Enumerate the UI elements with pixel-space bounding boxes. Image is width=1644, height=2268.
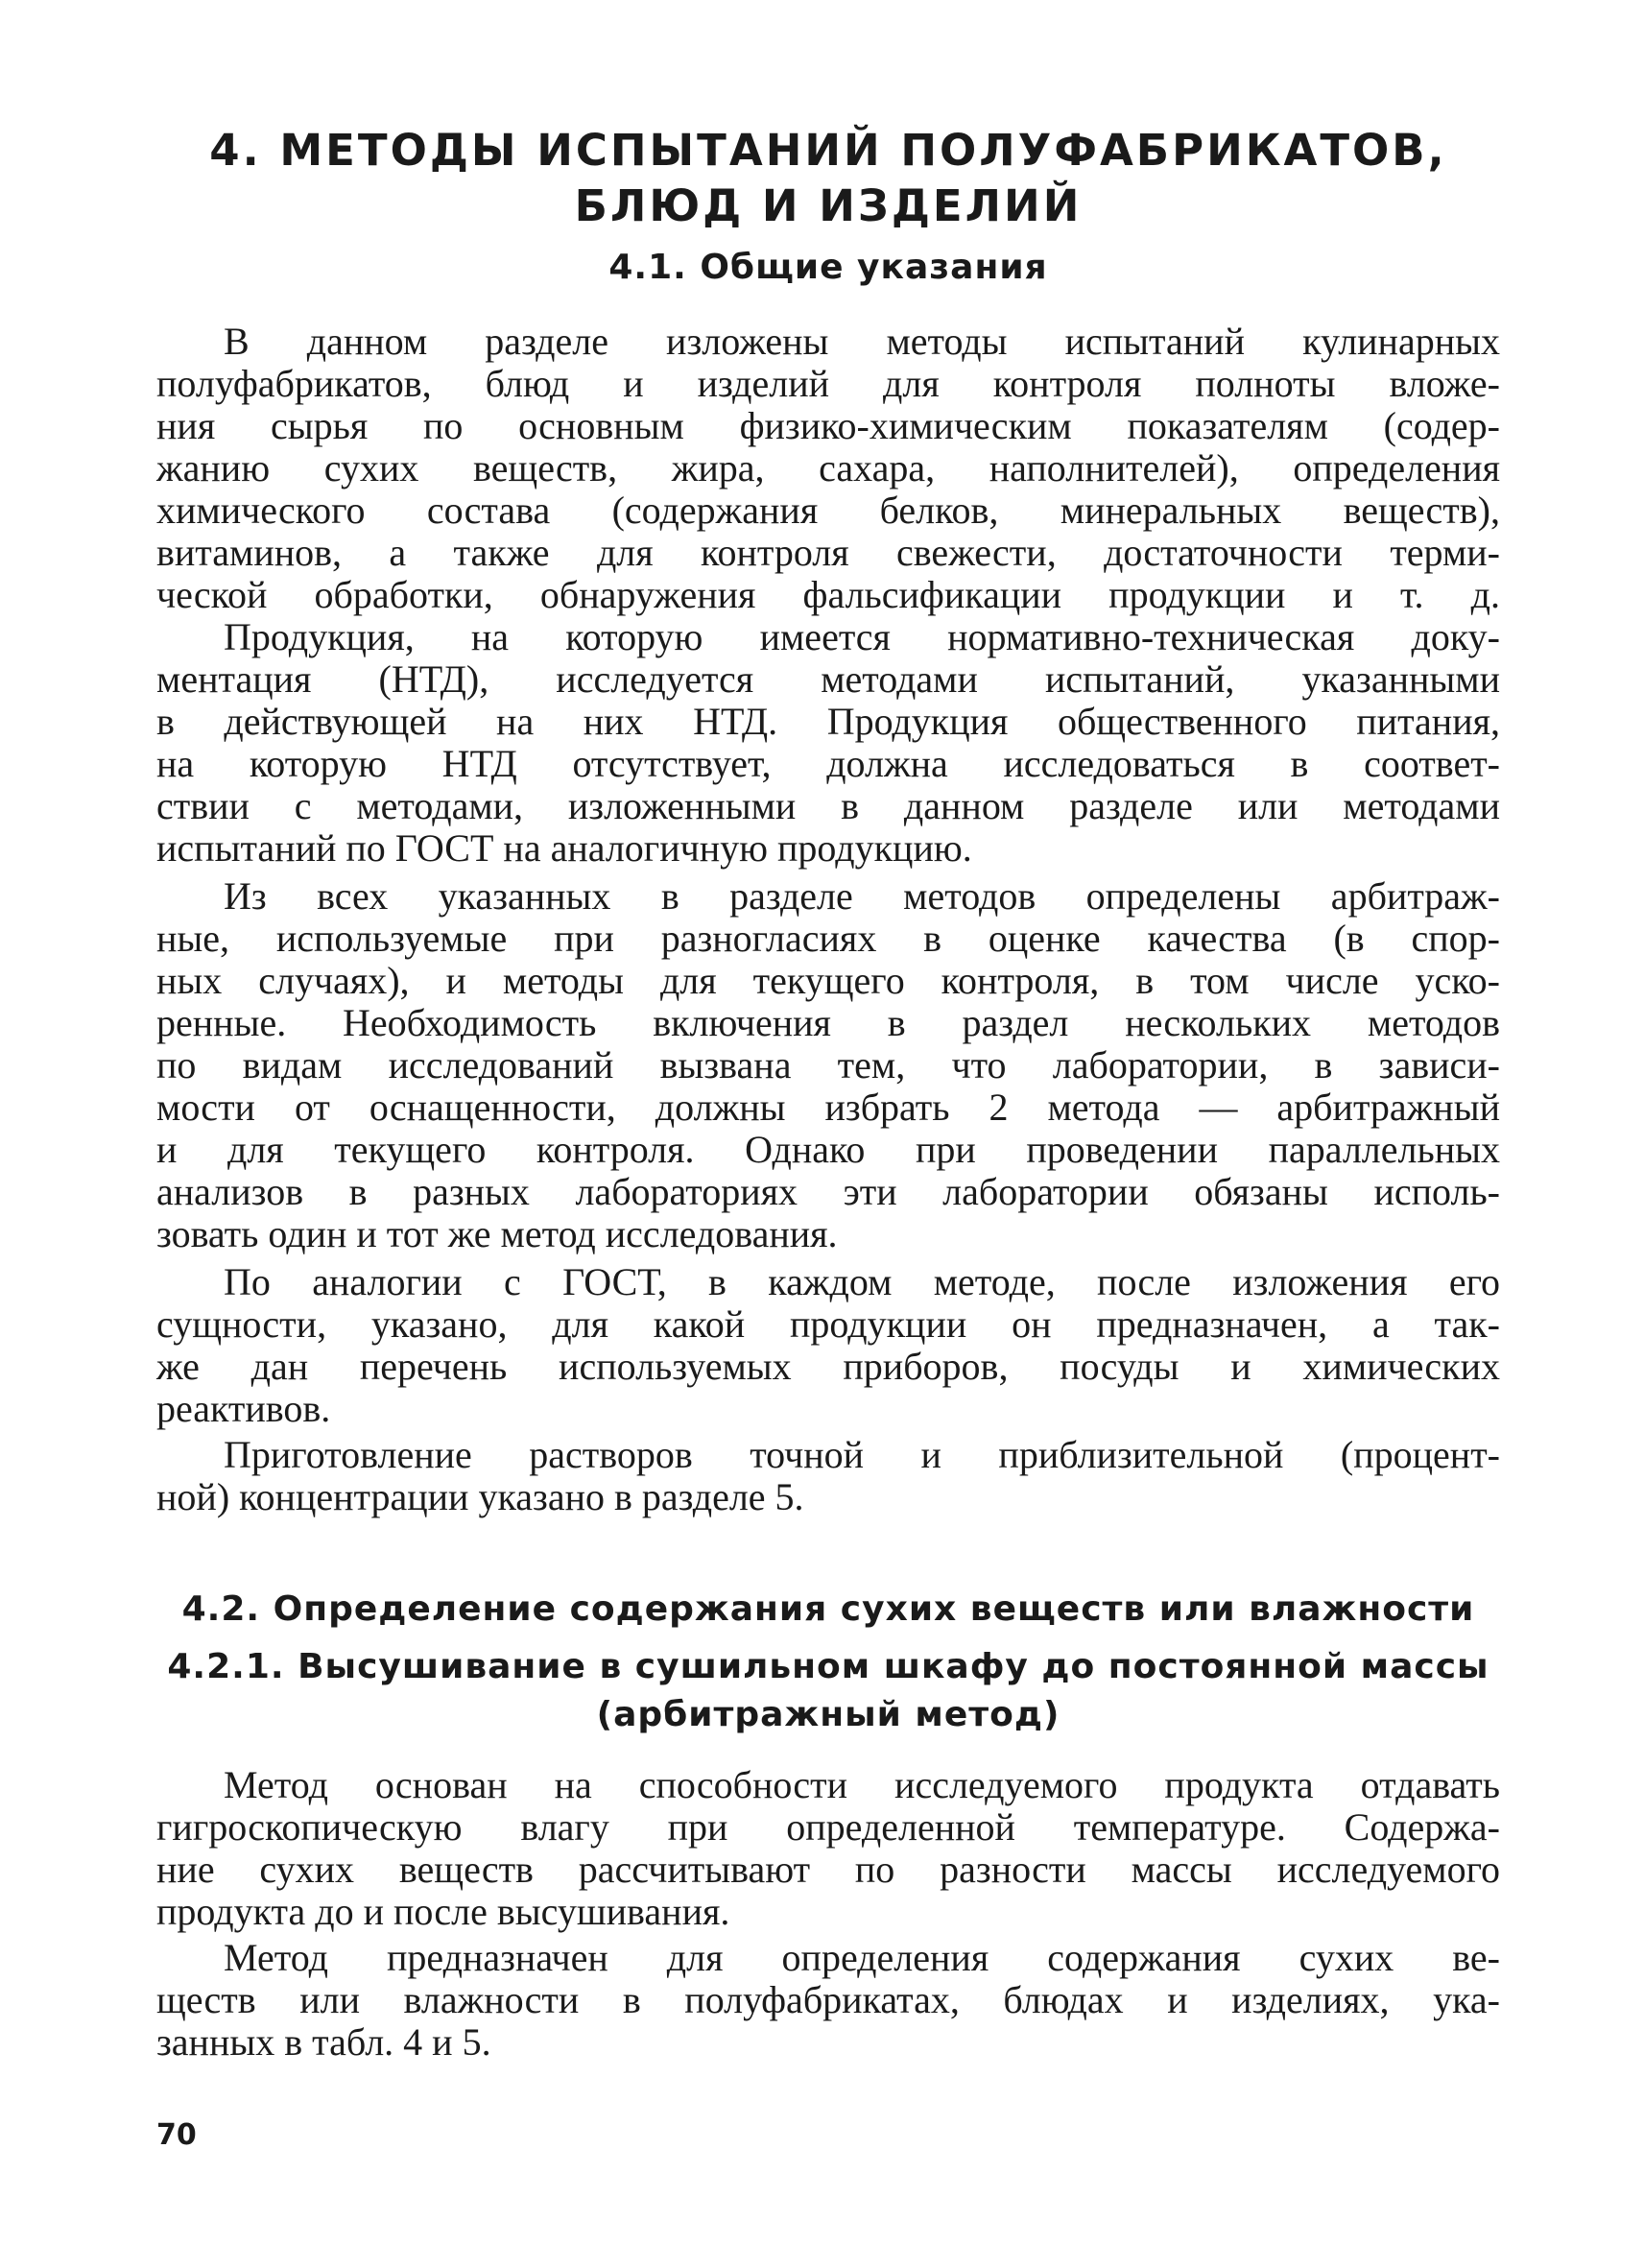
- chapter-title: [156, 123, 1500, 234]
- paragraph-line: По аналогии с ГОСТ, в каждом методе, после изложения его: [224, 1260, 1500, 1303]
- paragraph: [156, 1261, 1500, 1430]
- paragraph-line: по видам исследований вызвана тем, что лаборатории, в зависи-: [156, 1043, 1500, 1086]
- paragraph-line: мости от оснащенности, должны избрать 2 метода — арбитражный: [156, 1086, 1500, 1129]
- paragraph-line: занных в табл. 4 и 5.: [156, 2020, 491, 2064]
- page-number: 70: [156, 2118, 197, 2152]
- paragraph-line: ществ или влажности в полуфабрикатах, блюдах и изделиях, ука-: [156, 1978, 1500, 2021]
- section-4-2-1-heading: [156, 1643, 1500, 1739]
- paragraph: [156, 1434, 1500, 1518]
- section-4-2-heading: 4.2. Определение содержания сухих веществ или влажности: [181, 1589, 1475, 1629]
- paragraph: [156, 1937, 1500, 2064]
- paragraph-line: реактивов.: [156, 1387, 331, 1430]
- page-content: [156, 123, 1500, 2064]
- paragraph-line: жанию сухих веществ, жира, сахара, наполнителей), определения: [156, 446, 1500, 489]
- section-4-2-1-heading-line-2: (арбитражный метод): [596, 1695, 1060, 1734]
- section-4-2-1-heading-line-1: 4.2.1. Высушивание в сушильном шкафу до постоянной массы: [167, 1647, 1489, 1686]
- paragraph-line: ренные. Необходимость включения в раздел нескольких методов: [156, 1001, 1500, 1044]
- paragraph-line: в действующей на них НТД. Продукция общественного питания,: [156, 700, 1500, 743]
- paragraph-line: продукта до и после высушивания.: [156, 1890, 730, 1933]
- section-4-1-body: [156, 321, 1500, 1518]
- paragraph-line: Приготовление растворов точной и приблизительной (процент-: [224, 1433, 1500, 1476]
- paragraph-line: Метод предназначен для определения содержания сухих ве-: [224, 1936, 1500, 1979]
- paragraph-line: испытаний по ГОСТ на аналогичную продукцию.: [156, 826, 972, 870]
- paragraph-line: же дан перечень используемых приборов, посуды и химических: [156, 1345, 1500, 1388]
- section-4-1-heading: 4.1. Общие указания: [608, 248, 1048, 287]
- paragraph-line: полуфабрикатов, блюд и изделий для контроля полноты вложе-: [156, 362, 1500, 405]
- paragraph-line: ствии с методами, изложенными в данном разделе или методами: [156, 784, 1500, 827]
- paragraph-line: ческой обработки, обнаружения фальсификации продукции и т. д.: [156, 573, 1500, 616]
- paragraph-line: Из всех указанных в разделе методов определены арбитраж-: [224, 874, 1500, 918]
- paragraph: [156, 875, 1500, 1255]
- paragraph-line: ние сухих веществ рассчитывают по разности массы исследуемого: [156, 1848, 1500, 1891]
- paragraph-line: ные, используемые при разногласиях в оценке качества (в спор-: [156, 917, 1500, 960]
- paragraph-line: сущности, указано, для какой продукции он предназначен, а так-: [156, 1302, 1500, 1346]
- paragraph: [156, 616, 1500, 870]
- paragraph-line: ментация (НТД), исследуется методами испытаний, указанными: [156, 657, 1500, 701]
- paragraph-line: витаминов, а также для контроля свежести, достаточности терми-: [156, 531, 1500, 574]
- section-4-2-1-body: [156, 1764, 1500, 2064]
- paragraph: [156, 1764, 1500, 1933]
- paragraph-line: В данном разделе изложены методы испытаний кулинарных: [224, 320, 1500, 363]
- paragraph-line: Продукция, на которую имеется нормативно-техническая доку-: [224, 615, 1500, 658]
- paragraph-line: ной) концентрации указано в разделе 5.: [156, 1475, 804, 1518]
- paragraph-line: гигроскопическую влагу при определенной температуре. Содержа-: [156, 1805, 1500, 1849]
- paragraph-line: анализов в разных лабораториях эти лаборатории обязаны исполь-: [156, 1170, 1500, 1213]
- paragraph-line: Метод основан на способности исследуемого продукта отдавать: [224, 1763, 1500, 1806]
- chapter-title-line-2: БЛЮД И ИЗДЕЛИЙ: [574, 180, 1083, 231]
- paragraph: [156, 321, 1500, 616]
- paragraph-line: ных случаях), и методы для текущего контроля, в том числе уско-: [156, 959, 1500, 1002]
- chapter-title-line-1: 4. МЕТОДЫ ИСПЫТАНИЙ ПОЛУФАБРИКАТОВ,: [209, 125, 1447, 176]
- paragraph-line: химического состава (содержания белков, минеральных веществ),: [156, 489, 1500, 532]
- paragraph-line: зовать один и тот же метод исследования.: [156, 1212, 838, 1255]
- paragraph-line: и для текущего контроля. Однако при проведении параллельных: [156, 1128, 1500, 1171]
- paragraph-line: на которую НТД отсутствует, должна исследоваться в соответ-: [156, 742, 1500, 785]
- paragraph-line: ния сырья по основным физико-химическим показателям (содер-: [156, 404, 1500, 447]
